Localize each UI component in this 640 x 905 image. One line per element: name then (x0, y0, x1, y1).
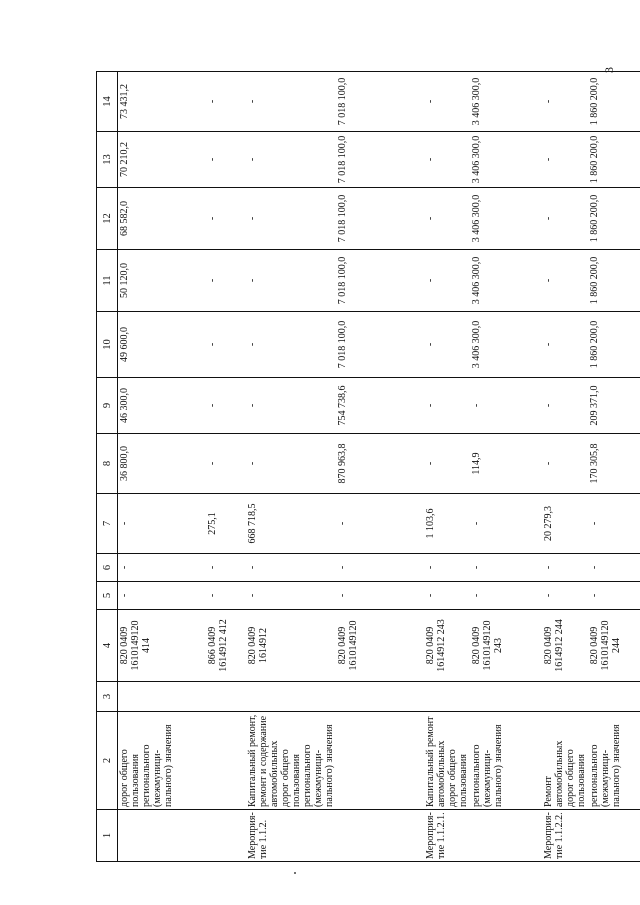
cell: - (246, 312, 336, 378)
cell: - (206, 72, 246, 132)
cell: 1 860 200,0 (588, 250, 640, 312)
measure-name: дорог общего пользования регионального (межмуници-пального) значения (118, 712, 206, 810)
cell: 73 431,2 (118, 72, 206, 132)
measure-id (336, 810, 424, 862)
cell: 50 120,0 (118, 250, 206, 312)
measure-id: Мероприя-тие 1.1.2. (246, 810, 336, 862)
cell: 3 406 300,0 (470, 188, 542, 250)
cell: 7 018 100,0 (336, 188, 424, 250)
cell: - (470, 582, 542, 610)
cell: 1 860 200,0 (588, 188, 640, 250)
measure-id (206, 810, 246, 862)
cell: 68 582,0 (118, 188, 206, 250)
cell: - (424, 378, 470, 434)
column-header: 9 (97, 378, 118, 434)
cell: - (588, 494, 640, 554)
measure-name: Капитальный ремонт автомобильных дорог общего пользования (424, 712, 470, 810)
column-header: 4 (97, 610, 118, 682)
cell: - (542, 250, 588, 312)
cell (424, 682, 470, 712)
measure-name (206, 712, 246, 810)
cell (246, 682, 336, 712)
column-header: 7 (97, 494, 118, 554)
cell: - (246, 554, 336, 582)
cell: 870 963,8 (336, 434, 424, 494)
cell: - (424, 434, 470, 494)
cell: - (424, 72, 470, 132)
cell: 170 305,8 (588, 434, 640, 494)
cell: 7 018 100,0 (336, 312, 424, 378)
cell: - (470, 378, 542, 434)
column-header: 14 (97, 72, 118, 132)
cell: - (118, 494, 206, 554)
cell: 754 738,6 (336, 378, 424, 434)
scan-speck (294, 872, 296, 874)
table-row (424, 72, 470, 862)
cell: - (118, 582, 206, 610)
cell: - (470, 494, 542, 554)
column-header: 13 (97, 132, 118, 188)
cell: 209 371,0 (588, 378, 640, 434)
cell: - (206, 188, 246, 250)
cell: 70 210,2 (118, 132, 206, 188)
cell: - (206, 250, 246, 312)
cell: 3 406 300,0 (470, 312, 542, 378)
measure-id (118, 810, 206, 862)
cell: 1 860 200,0 (588, 312, 640, 378)
cell: - (542, 554, 588, 582)
cell: - (588, 554, 640, 582)
column-header: 5 (97, 582, 118, 610)
cell: 7 018 100,0 (336, 132, 424, 188)
cell: - (206, 434, 246, 494)
cell: - (246, 378, 336, 434)
cell: - (542, 582, 588, 610)
cell: - (336, 582, 424, 610)
table-row (336, 72, 424, 862)
cell: 49 600,0 (118, 312, 206, 378)
measure-id: Мероприя-тие 1.1.2.1. (424, 810, 470, 862)
cell: - (246, 582, 336, 610)
measure-name (336, 712, 424, 810)
measure-name: регионального (межмуници-пального) значения (470, 712, 542, 810)
cell: - (246, 188, 336, 250)
column-header: 2 (97, 712, 118, 810)
measure-name: Капитальный ремонт, ремонт и содержание автомобильных дорог общего пользования регионального (межмуници-пального) значения (246, 712, 336, 810)
cell (470, 682, 542, 712)
budget-code: 820 0409 1614912 243 (424, 610, 470, 682)
cell: - (206, 582, 246, 610)
cell: - (206, 554, 246, 582)
cell: - (336, 494, 424, 554)
header-row (97, 72, 118, 862)
cell: - (424, 250, 470, 312)
cell: - (424, 554, 470, 582)
column-header: 1 (97, 810, 118, 862)
column-header: 8 (97, 434, 118, 494)
measure-name: регионального (межмуници-пального) значения (588, 712, 640, 810)
cell: 114,9 (470, 434, 542, 494)
budget-code: 820 0409 1614912 (246, 610, 336, 682)
cell: 20 279,3 (542, 494, 588, 554)
cell: - (542, 72, 588, 132)
cell: 3 406 300,0 (470, 250, 542, 312)
cell: - (246, 250, 336, 312)
cell: - (424, 582, 470, 610)
measure-name: Ремонт автомобильных дорог общего пользования (542, 712, 588, 810)
measure-id: Мероприя-тие 1.1.2.2. (542, 810, 588, 862)
column-header: 11 (97, 250, 118, 312)
cell: - (470, 554, 542, 582)
cell: - (542, 312, 588, 378)
cell (588, 682, 640, 712)
cell: - (542, 434, 588, 494)
cell: 36 800,0 (118, 434, 206, 494)
cell: 7 018 100,0 (336, 250, 424, 312)
cell (542, 682, 588, 712)
cell: 46 300,0 (118, 378, 206, 434)
table-row (542, 72, 588, 862)
cell: 7 018 100,0 (336, 72, 424, 132)
cell: 3 406 300,0 (470, 72, 542, 132)
cell: 1 860 200,0 (588, 132, 640, 188)
cell: 1 860 200,0 (588, 72, 640, 132)
cell: - (424, 312, 470, 378)
cell: 3 406 300,0 (470, 132, 542, 188)
page-number: 3 (602, 67, 616, 73)
table-row (246, 72, 336, 862)
measure-id (470, 810, 542, 862)
column-header: 10 (97, 312, 118, 378)
column-header: 12 (97, 188, 118, 250)
budget-code: 820 0409 1610149120 243 (470, 610, 542, 682)
table-row (470, 72, 542, 862)
cell: 275,1 (206, 494, 246, 554)
budget-code: 820 0409 1614912 244 (542, 610, 588, 682)
table-row (118, 72, 206, 862)
cell: - (336, 554, 424, 582)
cell: - (424, 132, 470, 188)
budget-code: 820 0409 1610149120 414 (118, 610, 206, 682)
cell: - (118, 554, 206, 582)
measure-id (588, 810, 640, 862)
cell (206, 682, 246, 712)
cell: - (542, 378, 588, 434)
cell: - (206, 378, 246, 434)
cell: - (246, 132, 336, 188)
cell: - (542, 132, 588, 188)
cell: - (206, 312, 246, 378)
budget-table (96, 71, 640, 862)
cell (336, 682, 424, 712)
budget-code: 820 0409 1610149120 (336, 610, 424, 682)
cell (118, 682, 206, 712)
table-row (588, 72, 640, 862)
budget-code: 820 0409 1610149120 244 (588, 610, 640, 682)
table-row (206, 72, 246, 862)
column-header: 3 (97, 682, 118, 712)
cell: 1 103,6 (424, 494, 470, 554)
cell: - (246, 72, 336, 132)
cell: - (424, 188, 470, 250)
cell: - (542, 188, 588, 250)
cell: - (588, 582, 640, 610)
budget-code: 866 0409 1614912 412 (206, 610, 246, 682)
cell: - (246, 434, 336, 494)
cell: 668 718,5 (246, 494, 336, 554)
column-header: 6 (97, 554, 118, 582)
cell: - (206, 132, 246, 188)
